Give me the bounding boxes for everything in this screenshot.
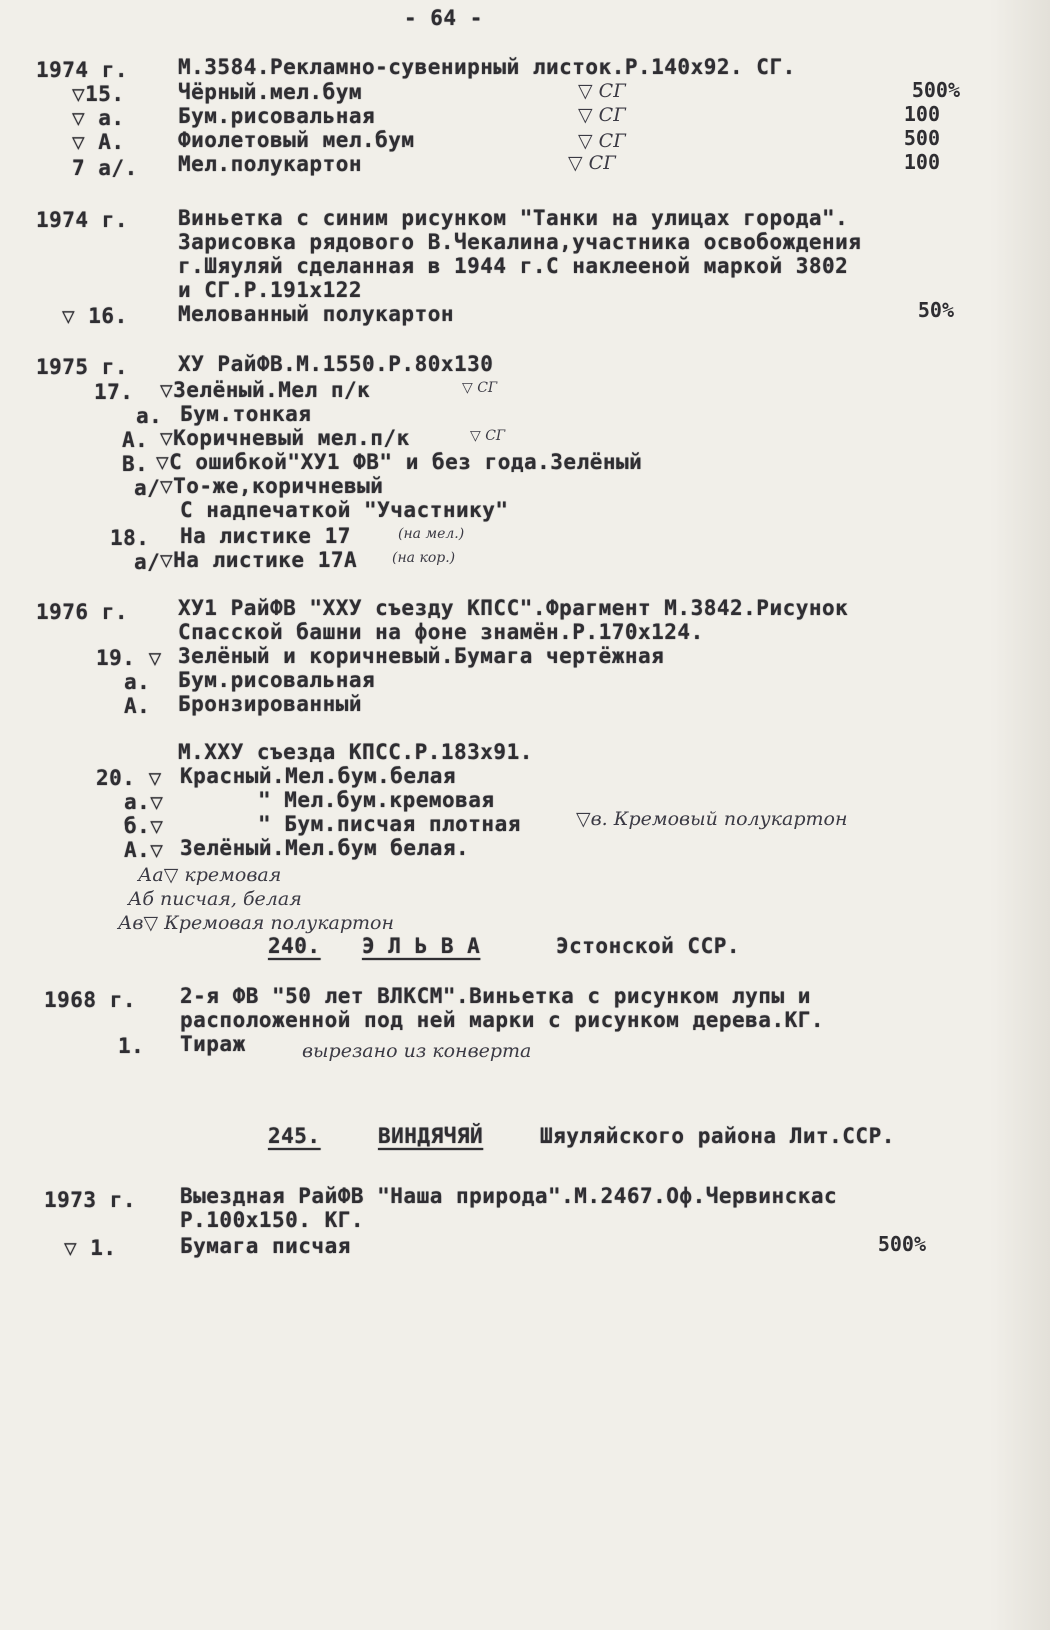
item-description: Чёрный.мел.бум	[178, 80, 363, 104]
item-quantity: 500%	[877, 1232, 926, 1256]
entry-year: 1974 г.	[36, 58, 129, 82]
item-description: Тираж	[180, 1032, 246, 1056]
item-mark: ▽ 1.	[64, 1236, 117, 1260]
section-name: Э Л Ь В А	[362, 934, 481, 958]
entry-line: Зарисовка рядового В.Чекалина,участника освобождения	[178, 230, 862, 254]
handwritten-note: Аа▽ кремовая	[138, 864, 282, 886]
item-description: ▽На листике 17А	[160, 548, 358, 572]
handwritten-note: ▽ СГ	[462, 380, 498, 396]
handwritten-note: ▽ СГ	[568, 152, 616, 174]
section-region: Шяуляйского района Лит.ССР.	[540, 1124, 895, 1148]
item-description: Красный.Мел.бум.белая	[180, 764, 457, 788]
item-mark: А.	[124, 694, 151, 718]
item-mark: а.	[136, 404, 163, 428]
handwritten-note: (на мел.)	[398, 526, 465, 542]
item-description: Бум.рисовальная	[178, 104, 376, 128]
page-number: - 64 -	[404, 6, 483, 30]
entry-year: 1968 г.	[44, 988, 137, 1012]
handwritten-note: Ав▽ Кремовая полукартон	[118, 912, 395, 934]
item-description: Бронзированный	[178, 692, 363, 716]
handwritten-note: вырезано из конверта	[302, 1040, 532, 1062]
item-description: " Бум.писчая плотная	[258, 812, 521, 836]
entry-line: Спасской башни на фоне знамён.Р.170х124.	[178, 620, 704, 644]
section-name: ВИНДЯЧЯЙ	[378, 1124, 484, 1148]
item-mark: 1.	[118, 1034, 145, 1058]
item-description: Бумага писчая	[180, 1234, 351, 1258]
entry-line: и СГ.Р.191х122	[178, 278, 363, 302]
item-mark: ▽15.	[72, 82, 125, 106]
item-mark: а.	[124, 670, 151, 694]
item-mark: ▽ 16.	[62, 304, 128, 328]
handwritten-note: ▽ СГ	[578, 80, 626, 102]
section-region: Эстонской ССР.	[556, 934, 741, 958]
entry-title: ХУ РайФВ.М.1550.Р.80х130	[178, 352, 494, 376]
entry-title: М.3584.Рекламно-сувенирный листок.Р.140х92. СГ.	[178, 55, 796, 79]
item-description: ▽С ошибкой"ХУ1 ФВ" и без года.Зелёный	[156, 450, 643, 474]
item-description: ▽То-же,коричневый	[160, 474, 384, 498]
handwritten-note: ▽ СГ	[470, 428, 506, 444]
entry-line: Виньетка с синим рисунком "Танки на улицах города".	[178, 206, 849, 230]
item-mark: 19. ▽	[96, 646, 162, 670]
handwritten-note: ▽в. Кремовый полукартон	[576, 808, 848, 830]
entry-year: 1976 г.	[36, 600, 129, 624]
item-quantity: 100	[903, 102, 940, 126]
entry-line: Р.100х150. КГ.	[180, 1208, 365, 1232]
item-mark: ▽ А.	[72, 130, 125, 154]
item-mark: А.	[122, 428, 149, 452]
item-description: Мелованный полукартон	[178, 302, 455, 326]
paper-edge-shadow	[990, 0, 1050, 1630]
entry-line: г.Шяуляй сделанная в 1944 г.С наклееной маркой 3802	[178, 254, 849, 278]
item-mark: В.	[122, 452, 149, 476]
item-description: С надпечаткой "Участнику"	[180, 498, 509, 522]
item-description: Фиолетовый мел.бум	[178, 128, 415, 152]
section-number: 240.	[268, 934, 321, 958]
item-description: Бум.тонкая	[180, 402, 312, 426]
item-mark: А.▽	[124, 838, 164, 862]
item-quantity: 50%	[917, 298, 954, 322]
handwritten-note: ▽ СГ	[578, 104, 626, 126]
item-mark: а.▽	[124, 790, 164, 814]
item-mark: а/	[134, 476, 161, 500]
handwritten-note: (на кор.)	[392, 550, 456, 566]
item-mark: 7 а/.	[72, 156, 138, 180]
entry-year: 1973 г.	[44, 1188, 137, 1212]
section-number: 245.	[268, 1124, 321, 1148]
item-description: Мел.полукартон	[178, 152, 363, 176]
item-mark: 20. ▽	[96, 766, 162, 790]
item-quantity: 500%	[911, 78, 960, 102]
item-mark: а/	[134, 550, 161, 574]
item-mark: ▽ а.	[72, 106, 125, 130]
handwritten-note: ▽ СГ	[578, 130, 626, 152]
item-description: Бум.рисовальная	[178, 668, 376, 692]
item-quantity: 500	[903, 126, 940, 150]
entry-line: ХУ1 РайФВ "ХХУ съезду КПСС".Фрагмент М.3842.Рисунок	[178, 596, 849, 620]
entry-line: расположенной под ней марки с рисунком дерева.КГ.	[180, 1008, 825, 1032]
item-quantity: 100	[903, 150, 940, 174]
handwritten-note: Аб писчая, белая	[128, 888, 302, 910]
item-description: " Мел.бум.кремовая	[258, 788, 495, 812]
item-mark: б.▽	[124, 814, 164, 838]
item-mark: 17.	[94, 380, 134, 404]
entry-line: Выездная РайФВ "Наша природа".М.2467.Оф.Червинскас	[180, 1184, 838, 1208]
item-description: Зелёный и коричневый.Бумага чертёжная	[178, 644, 665, 668]
entry-line: 2-я ФВ "50 лет ВЛКСМ".Виньетка с рисунком лупы и	[180, 984, 811, 1008]
entry-year: 1974 г.	[36, 208, 129, 232]
item-description: Зелёный.Мел.бум белая.	[180, 836, 470, 860]
item-description: ▽Коричневый мел.п/к	[160, 426, 410, 450]
entry-year: 1975 г.	[36, 355, 129, 379]
item-description: ▽Зелёный.Мел п/к	[160, 378, 371, 402]
item-mark: 18.	[110, 526, 150, 550]
entry-subtitle: М.ХХУ съезда КПСС.Р.183х91.	[178, 740, 533, 764]
item-description: На листике 17	[180, 524, 351, 548]
